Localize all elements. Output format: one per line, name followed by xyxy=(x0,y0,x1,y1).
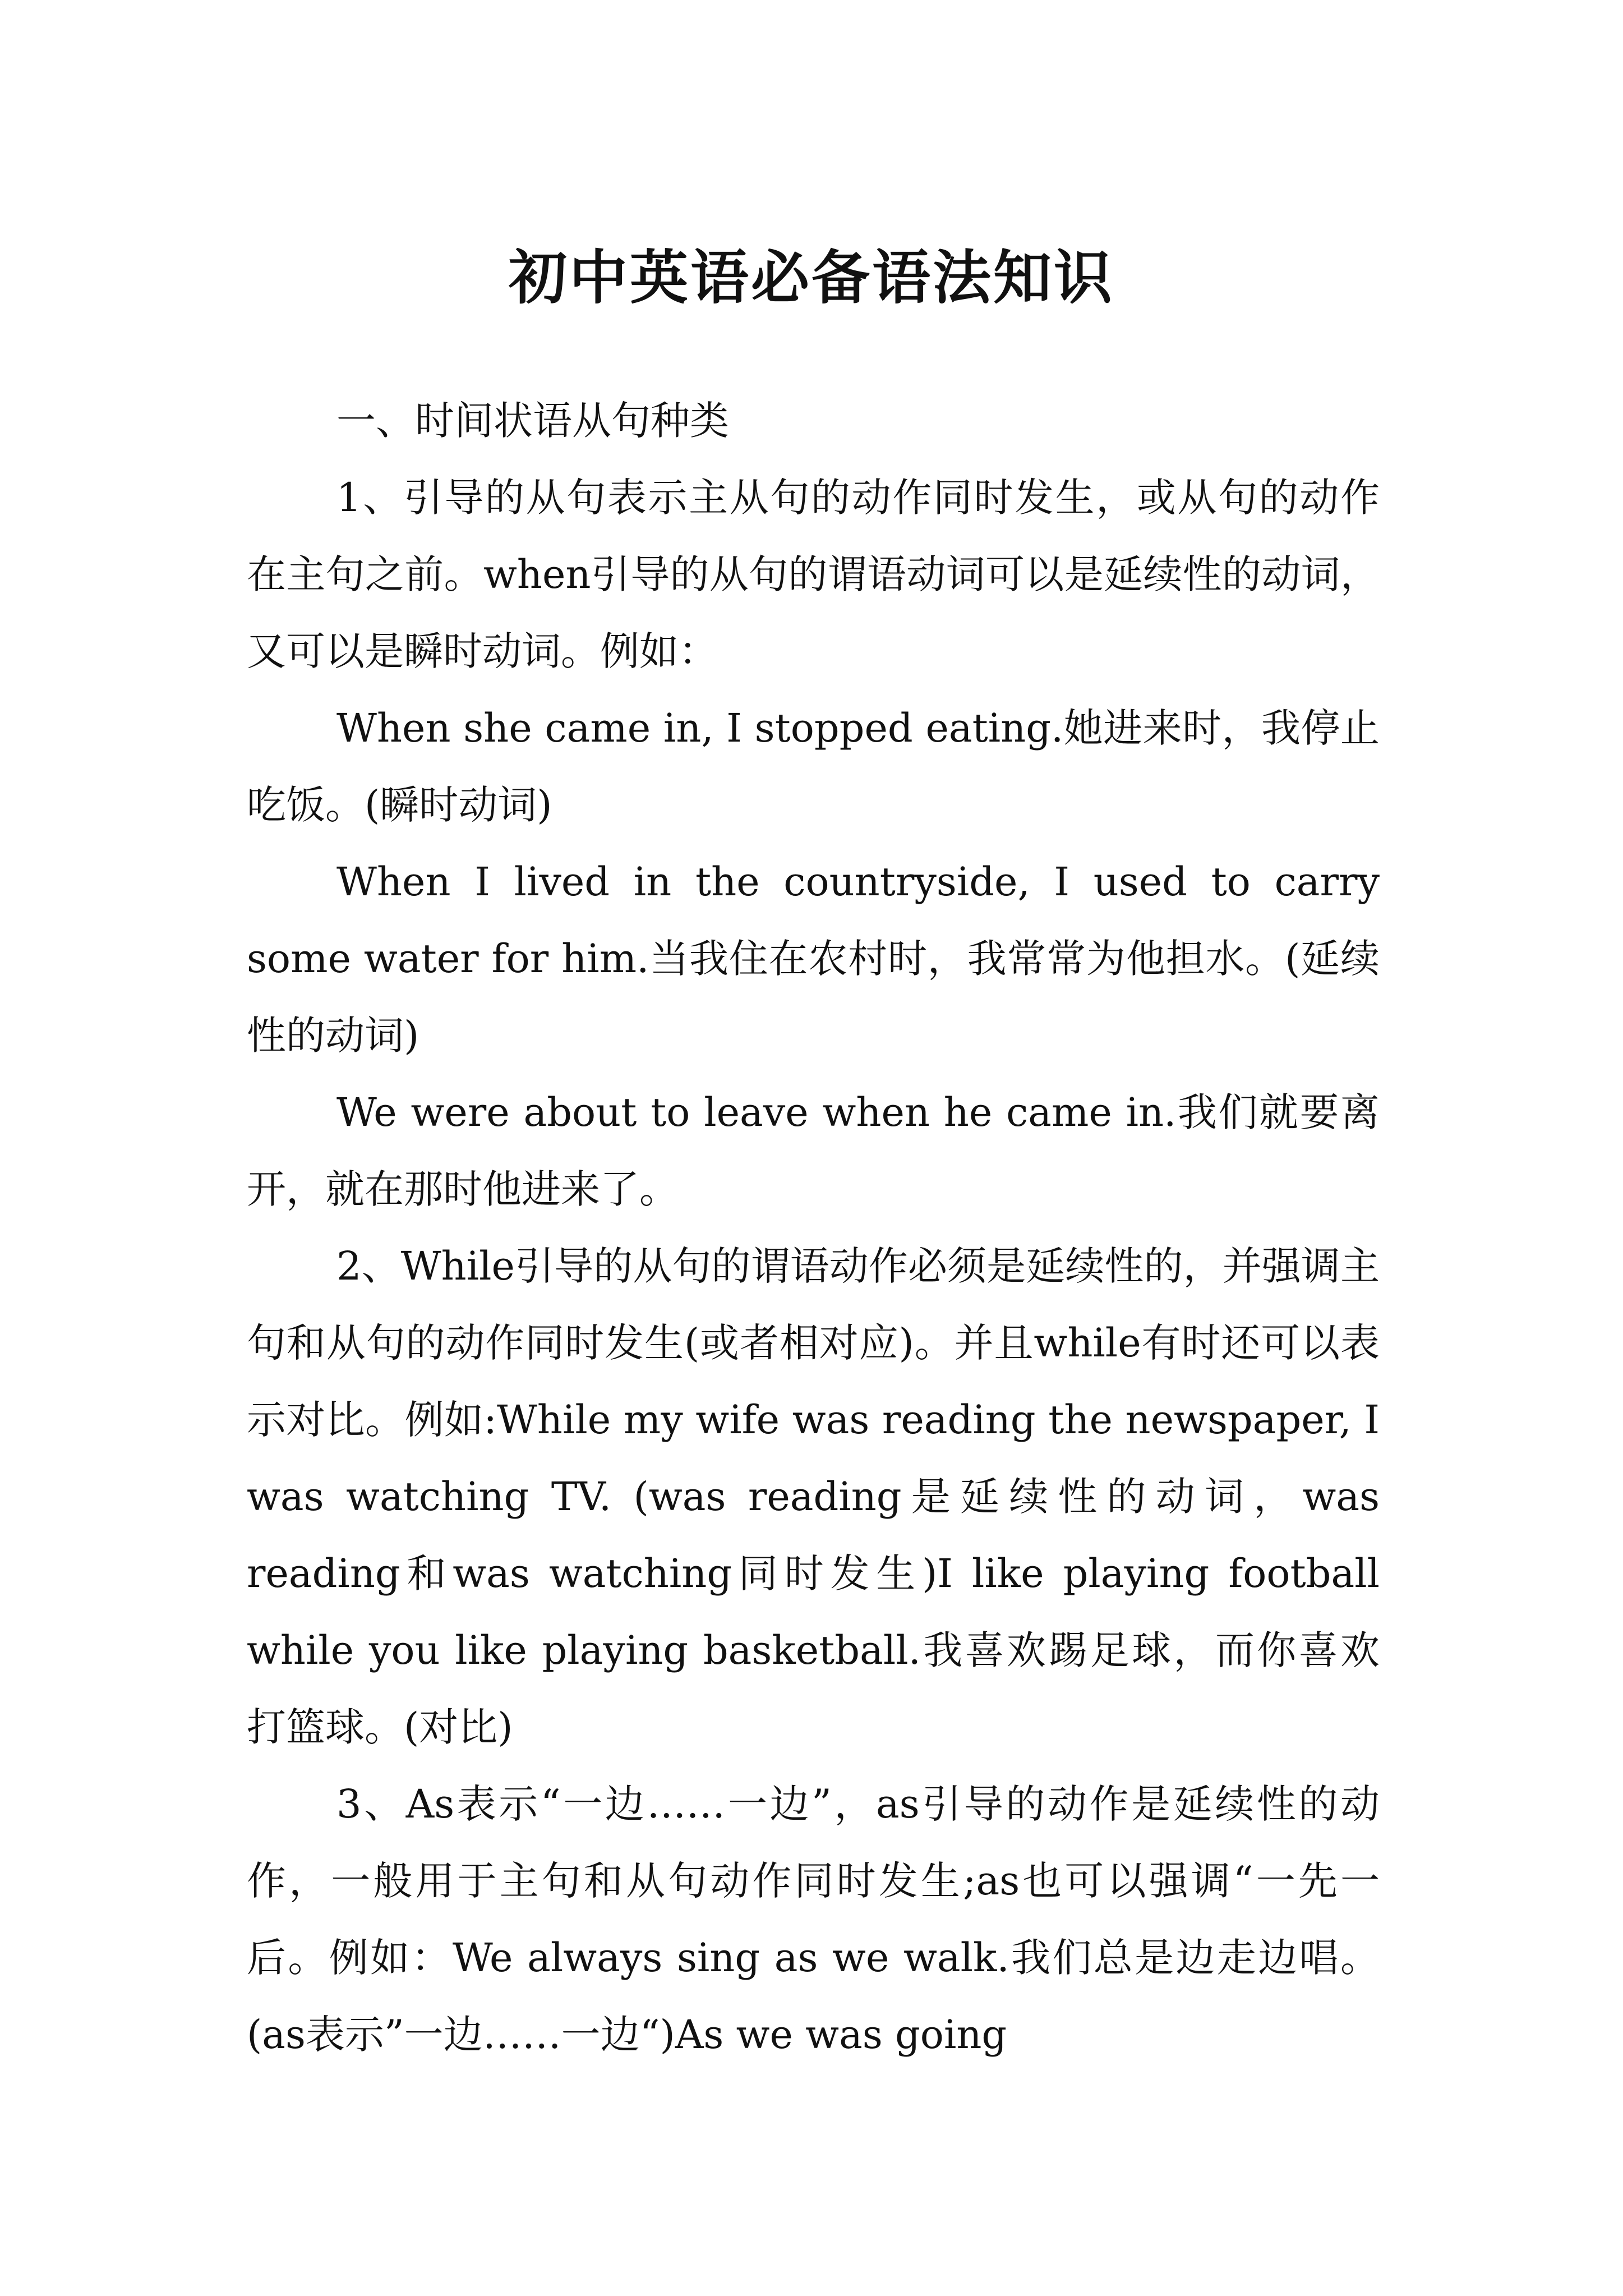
example-sentence: We were about to leave when he came in.我们就要离开，就在那时他进来了。 xyxy=(247,1089,1380,1212)
paragraph: 3、As表示“一边……一边”，as引导的动作是延续性的动作，一般用于主句和从句动作同时发生;as也可以强调“一先一后。例如：We always sing as we walk.我们总是边走边唱。(as表示”一边……一边“)As we was going xyxy=(247,1781,1380,2058)
page-title: 初中英语必备语法知识 xyxy=(508,242,1114,312)
document-body xyxy=(247,383,1380,2073)
example-sentence: When she came in, I stopped eating.她进来时，我停止吃饭。(瞬时动词) xyxy=(247,705,1380,828)
paragraph: 1、引导的从句表示主从句的动作同时发生，或从句的动作在主句之前。when引导的从句的谓语动词可以是延续性的动词，又可以是瞬时动词。例如： xyxy=(247,475,1380,674)
section-heading: 一、时间状语从句种类 xyxy=(336,398,729,444)
paragraph: 2、While引导的从句的谓语动作必须是延续性的，并强调主句和从句的动作同时发生(或者相对应)。并且while有时还可以表示对比。例如:While my wife was reading the newspaper, I was watching TV. (was reading是延续性的动词，was reading和was watching同时发生)I like playing football while you like playing basketball.我喜欢踢足球，而你喜欢打篮球。(对比) xyxy=(247,1243,1380,1750)
example-sentence: When I lived in the countryside, I used to carry some water for him.当我住在农村时，我常常为他担水。(延续性的动词) xyxy=(247,859,1380,1059)
